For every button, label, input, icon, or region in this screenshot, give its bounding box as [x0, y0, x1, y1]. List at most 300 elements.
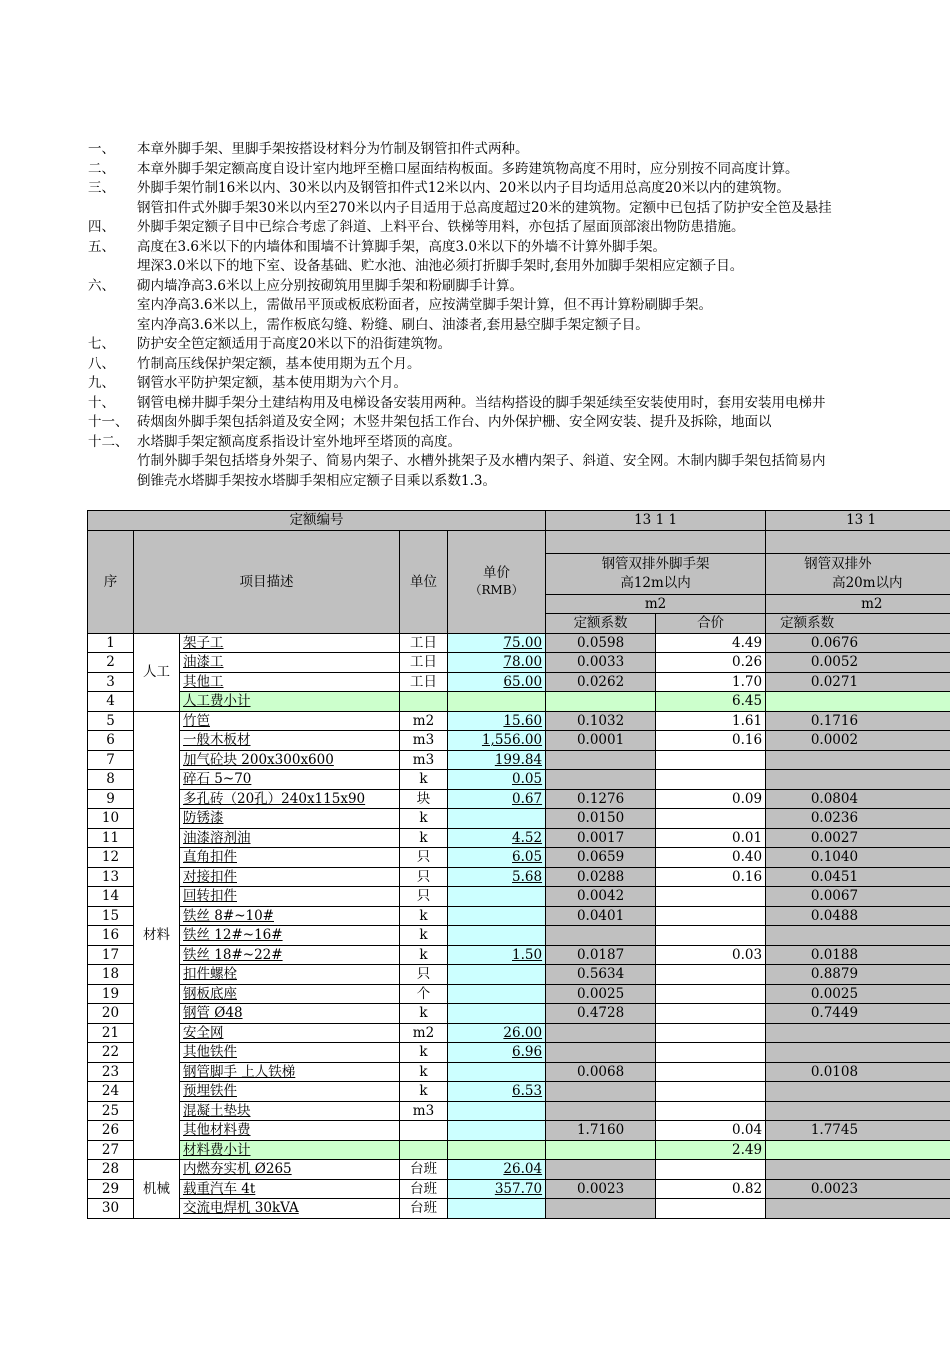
table-row	[88, 809, 950, 829]
row-unit: k	[400, 770, 448, 790]
table-row	[88, 770, 950, 790]
row-unit: 台班	[400, 1179, 448, 1199]
row-coef2: 0.0804	[766, 789, 950, 809]
row-coef: 0.0598	[546, 633, 656, 653]
row-unit: m3	[400, 750, 448, 770]
row-unit: 个	[400, 984, 448, 1004]
row-name: 铁丝 8#~10#	[180, 906, 400, 926]
row-seq: 1	[88, 633, 134, 653]
row-price	[448, 809, 546, 829]
table-row	[88, 633, 950, 653]
row-unit: k	[400, 926, 448, 946]
table-row	[88, 965, 950, 985]
row-amount	[656, 809, 766, 829]
row-name: 人工费小计	[180, 692, 400, 712]
note-number: 十、	[88, 394, 115, 411]
row-coef	[546, 926, 656, 946]
row-name: 油漆溶剂油	[180, 828, 400, 848]
row-name: 多孔砖（20孔）240x115x90	[180, 789, 400, 809]
row-coef2	[766, 1101, 950, 1121]
item1-title-line2: 高12m以内	[620, 574, 691, 591]
note-text: 室内净高3.6米以上，需做吊平顶或板底粉面者，应按满堂脚手架计算，但不再计算粉刷脚手架。	[137, 297, 712, 313]
row-name: 铁丝 18#~22#	[180, 945, 400, 965]
row-amount: 1.70	[656, 672, 766, 692]
table-row	[88, 653, 950, 673]
row-name: 其他铁件	[180, 1043, 400, 1063]
row-amount	[656, 770, 766, 790]
row-coef2: 0.0027	[766, 828, 950, 848]
row-amount	[656, 906, 766, 926]
note-number: 三、	[88, 180, 115, 196]
table-row	[88, 887, 950, 907]
row-coef2	[766, 750, 950, 770]
row-name: 钢板底座	[180, 984, 400, 1004]
row-name: 混凝土垫块	[180, 1101, 400, 1121]
row-name: 防锈漆	[180, 809, 400, 829]
row-coef2: 0.0488	[766, 906, 950, 926]
note-text: 外脚手架竹制16米以内、30米以内及钢管扣件式12米以内、20米以内子目均适用总高度20米以内的建筑物。	[137, 180, 790, 196]
row-price	[448, 692, 546, 712]
row-unit: k	[400, 828, 448, 848]
row-amount	[656, 1043, 766, 1063]
table-row	[88, 848, 950, 868]
note-line	[88, 433, 950, 453]
note-line	[88, 238, 950, 258]
note-text: 水塔脚手架定额高度系指设计室外地坪至塔顶的高度。	[137, 433, 461, 450]
row-coef	[546, 1101, 656, 1121]
table-row	[88, 1121, 950, 1141]
row-unit: 只	[400, 887, 448, 907]
row-name: 回转扣件	[180, 887, 400, 907]
row-unit: 工日	[400, 672, 448, 692]
row-unit: 台班	[400, 1199, 448, 1219]
row-name: 直角扣件	[180, 848, 400, 868]
table-row	[88, 1160, 950, 1180]
row-name: 安全网	[180, 1023, 400, 1043]
row-coef2	[766, 1140, 950, 1160]
row-price: 6.96	[448, 1043, 546, 1063]
note-number: 七、	[88, 336, 115, 352]
row-price	[448, 1004, 546, 1024]
row-price: 357.70	[448, 1179, 546, 1199]
table-row	[88, 828, 950, 848]
row-name: 预埋铁件	[180, 1082, 400, 1102]
row-coef2: 0.0023	[766, 1179, 950, 1199]
row-amount: 0.26	[656, 653, 766, 673]
row-unit: m2	[400, 711, 448, 731]
row-coef	[546, 1023, 656, 1043]
note-line	[88, 296, 950, 316]
note-line	[88, 472, 950, 492]
row-coef2: 0.1040	[766, 848, 950, 868]
table-row	[88, 672, 950, 692]
note-number: 九、	[88, 375, 115, 391]
row-coef: 0.1276	[546, 789, 656, 809]
note-line	[88, 218, 950, 238]
row-amount	[656, 1062, 766, 1082]
table-row	[88, 906, 950, 926]
row-amount	[656, 1004, 766, 1024]
row-coef: 0.0042	[546, 887, 656, 907]
item2-title-line1: 钢管双排外	[804, 555, 872, 572]
coef2-header: 定额系数	[766, 614, 950, 634]
note-number: 四、	[88, 219, 115, 235]
note-text: 钢管扣件式外脚手架30米以内至270米以内子目适用于总高度超过20米的建筑物。定额中已包括了防护安全笆及悬挂	[137, 199, 832, 216]
row-amount: 0.16	[656, 867, 766, 887]
row-price	[448, 906, 546, 926]
row-amount	[656, 984, 766, 1004]
row-seq: 13	[88, 867, 134, 887]
row-coef2	[766, 1043, 950, 1063]
table-row	[88, 750, 950, 770]
row-name: 扣件螺栓	[180, 965, 400, 985]
row-unit: 只	[400, 848, 448, 868]
row-seq: 26	[88, 1121, 134, 1141]
item1-blank	[546, 530, 766, 553]
row-coef: 0.0187	[546, 945, 656, 965]
row-coef	[546, 1140, 656, 1160]
row-price: 26.04	[448, 1160, 546, 1180]
row-seq: 23	[88, 1062, 134, 1082]
note-text: 钢管水平防护架定额，基本使用期为六个月。	[137, 375, 407, 391]
quota-code-1: 13 1 1	[546, 511, 766, 531]
row-coef	[546, 770, 656, 790]
row-price: 75.00	[448, 633, 546, 653]
row-seq: 3	[88, 672, 134, 692]
note-line	[88, 257, 950, 277]
row-amount: 0.40	[656, 848, 766, 868]
row-coef2: 0.0067	[766, 887, 950, 907]
table-row	[88, 1199, 950, 1219]
note-text: 倒锥壳水塔脚手架按水塔脚手架相应定额子目乘以系数1.3。	[137, 472, 496, 489]
row-amount: 1.61	[656, 711, 766, 731]
row-seq: 4	[88, 692, 134, 712]
item2-unit: m2	[766, 594, 950, 614]
row-amount	[656, 1199, 766, 1219]
row-coef: 0.4728	[546, 1004, 656, 1024]
price-header-line1: 单价	[483, 564, 511, 581]
row-seq: 8	[88, 770, 134, 790]
row-unit: 块	[400, 789, 448, 809]
row-price	[448, 1140, 546, 1160]
item1-unit: m2	[546, 594, 766, 614]
table-row	[88, 945, 950, 965]
table-row	[88, 692, 950, 712]
row-coef2	[766, 1160, 950, 1180]
row-name: 内燃夯实机 Ø265	[180, 1160, 400, 1180]
row-unit: k	[400, 1062, 448, 1082]
row-seq: 14	[88, 887, 134, 907]
note-number: 十二、	[88, 433, 129, 450]
row-coef2: 0.0108	[766, 1062, 950, 1082]
row-seq: 7	[88, 750, 134, 770]
group-label: 人工	[134, 633, 180, 711]
row-amount	[656, 1023, 766, 1043]
row-price: 0.67	[448, 789, 546, 809]
row-amount	[656, 1082, 766, 1102]
row-price: 199.84	[448, 750, 546, 770]
table-row	[88, 731, 950, 751]
note-line	[88, 335, 950, 355]
note-line	[88, 452, 950, 472]
row-coef2: 0.0052	[766, 653, 950, 673]
row-coef: 0.0068	[546, 1062, 656, 1082]
row-unit: k	[400, 1004, 448, 1024]
note-line	[88, 179, 950, 199]
row-coef2	[766, 1082, 950, 1102]
note-text: 防护安全笆定额适用于高度20米以下的沿街建筑物。	[137, 336, 452, 352]
seq-header: 序	[88, 530, 134, 633]
row-seq: 22	[88, 1043, 134, 1063]
row-unit: 工日	[400, 653, 448, 673]
row-amount: 0.82	[656, 1179, 766, 1199]
row-price	[448, 926, 546, 946]
item1-title-line1: 钢管双排外脚手架	[601, 555, 710, 572]
note-text: 砖烟囱外脚手架包括斜道及安全网；木竖井架包括工作台、内外保护栅、安全网安装、提升及拆除，地面以	[137, 414, 772, 430]
table-row	[88, 984, 950, 1004]
row-seq: 6	[88, 731, 134, 751]
row-seq: 19	[88, 984, 134, 1004]
row-price: 26.00	[448, 1023, 546, 1043]
row-coef: 0.0150	[546, 809, 656, 829]
item2-blank	[766, 530, 950, 553]
row-seq: 10	[88, 809, 134, 829]
price-header	[448, 530, 546, 633]
quota-table-wrapper	[87, 510, 950, 1230]
row-price: 15.60	[448, 711, 546, 731]
note-line	[88, 394, 950, 414]
table-row	[88, 926, 950, 946]
row-unit	[400, 1140, 448, 1160]
row-coef2: 0.0236	[766, 809, 950, 829]
note-line	[88, 160, 950, 180]
row-coef	[546, 1043, 656, 1063]
item1-title	[546, 553, 766, 594]
quota-table	[87, 510, 950, 1219]
row-price: 65.00	[448, 672, 546, 692]
note-number: 二、	[88, 160, 115, 177]
row-price	[448, 887, 546, 907]
note-line	[88, 277, 950, 297]
note-text: 竹制高压线保护架定额，基本使用期为五个月。	[137, 355, 421, 372]
row-coef: 0.0023	[546, 1179, 656, 1199]
row-price	[448, 984, 546, 1004]
row-seq: 21	[88, 1023, 134, 1043]
row-name: 油漆工	[180, 653, 400, 673]
row-coef2: 0.7449	[766, 1004, 950, 1024]
row-unit: m2	[400, 1023, 448, 1043]
table-row	[88, 1043, 950, 1063]
row-name: 钢管 Ø48	[180, 1004, 400, 1024]
row-seq: 5	[88, 711, 134, 731]
row-coef: 0.0033	[546, 653, 656, 673]
row-seq: 28	[88, 1160, 134, 1180]
row-unit: k	[400, 809, 448, 829]
table-row	[88, 867, 950, 887]
row-amount	[656, 926, 766, 946]
row-name: 碎石 5~70	[180, 770, 400, 790]
row-unit: m3	[400, 731, 448, 751]
row-coef2: 0.1716	[766, 711, 950, 731]
note-text: 竹制外脚手架包括塔身外架子、简易内架子、水槽外挑架子及水槽内架子、斜道、安全网。木制内脚手架包括简易内	[137, 453, 826, 469]
note-line	[88, 355, 950, 375]
row-coef: 1.7160	[546, 1121, 656, 1141]
row-seq: 20	[88, 1004, 134, 1024]
row-seq: 30	[88, 1199, 134, 1219]
row-coef: 0.5634	[546, 965, 656, 985]
table-row	[88, 1179, 950, 1199]
row-seq: 15	[88, 906, 134, 926]
row-amount	[656, 1101, 766, 1121]
row-coef: 0.0659	[546, 848, 656, 868]
note-number: 一、	[88, 141, 115, 157]
row-name: 其他材料费	[180, 1121, 400, 1141]
row-price: 78.00	[448, 653, 546, 673]
note-text: 钢管电梯井脚手架分土建结构用及电梯设备安装用两种。当结构搭设的脚手架延续至安装使用时，套用安装用电梯井	[137, 394, 826, 411]
amount-header: 合价	[656, 614, 766, 634]
quota-number-label: 定额编号	[88, 511, 546, 531]
row-coef2	[766, 770, 950, 790]
coef-header: 定额系数	[546, 614, 656, 634]
note-line	[88, 374, 950, 394]
row-coef: 0.0288	[546, 867, 656, 887]
row-name: 交流电焊机 30kVA	[180, 1199, 400, 1219]
row-name: 其他工	[180, 672, 400, 692]
row-amount	[656, 965, 766, 985]
row-seq: 27	[88, 1140, 134, 1160]
note-number: 十一、	[88, 414, 129, 430]
row-coef: 0.0262	[546, 672, 656, 692]
note-number: 八、	[88, 355, 115, 372]
table-row	[88, 789, 950, 809]
row-name: 铁丝 12#~16#	[180, 926, 400, 946]
price-header-line2: （RMB）	[469, 582, 524, 597]
row-amount: 0.09	[656, 789, 766, 809]
row-amount	[656, 750, 766, 770]
note-line	[88, 413, 950, 433]
row-seq: 18	[88, 965, 134, 985]
row-seq: 25	[88, 1101, 134, 1121]
row-amount: 0.03	[656, 945, 766, 965]
row-price: 5.68	[448, 867, 546, 887]
row-coef2: 0.0025	[766, 984, 950, 1004]
table-row	[88, 711, 950, 731]
row-coef: 0.0001	[546, 731, 656, 751]
row-seq: 17	[88, 945, 134, 965]
table-row	[88, 1101, 950, 1121]
row-coef	[546, 1082, 656, 1102]
row-coef2: 0.0271	[766, 672, 950, 692]
row-unit: m3	[400, 1101, 448, 1121]
row-coef2	[766, 926, 950, 946]
row-price: 1,556.00	[448, 731, 546, 751]
item2-title-line2: 高20m以内	[832, 574, 903, 591]
row-name: 对接扣件	[180, 867, 400, 887]
row-name: 载重汽车 4t	[180, 1179, 400, 1199]
row-amount: 0.16	[656, 731, 766, 751]
unit-header: 单位	[400, 530, 448, 633]
row-unit: k	[400, 906, 448, 926]
row-amount: 6.45	[656, 692, 766, 712]
note-text: 砌内墙净高3.6米以上应分别按砌筑用里脚手架和粉刷脚手计算。	[137, 277, 523, 294]
table-row	[88, 1082, 950, 1102]
row-coef2: 1.7745	[766, 1121, 950, 1141]
row-unit: 只	[400, 965, 448, 985]
group-label: 机械	[134, 1160, 180, 1219]
row-name: 材料费小计	[180, 1140, 400, 1160]
note-text: 高度在3.6米以下的内墙体和围墙不计算脚手架，高度3.0米以下的外墙不计算外脚手架。	[137, 238, 666, 255]
row-coef	[546, 1160, 656, 1180]
row-coef	[546, 692, 656, 712]
row-coef: 0.0017	[546, 828, 656, 848]
item2-title	[766, 553, 950, 594]
row-coef	[546, 1199, 656, 1219]
quota-code-2: 13 1	[766, 511, 950, 531]
row-name: 加气砼块 200x300x600	[180, 750, 400, 770]
row-price: 6.05	[448, 848, 546, 868]
notes-section	[88, 140, 950, 491]
row-seq: 16	[88, 926, 134, 946]
table-row	[88, 1140, 950, 1160]
row-price: 1.50	[448, 945, 546, 965]
row-seq: 11	[88, 828, 134, 848]
row-price: 0.05	[448, 770, 546, 790]
row-coef2: 0.0002	[766, 731, 950, 751]
row-unit: 只	[400, 867, 448, 887]
row-coef	[546, 750, 656, 770]
row-coef2	[766, 692, 950, 712]
row-coef2	[766, 1023, 950, 1043]
row-amount	[656, 887, 766, 907]
row-name: 钢管脚手 上人铁梯	[180, 1062, 400, 1082]
note-text: 外脚手架定额子目中已综合考虑了斜道、上料平台、铁梯等用料，亦包括了屋面顶部滚出物防患措施。	[137, 219, 745, 235]
row-coef2: 0.0451	[766, 867, 950, 887]
row-amount: 2.49	[656, 1140, 766, 1160]
note-text: 室内净高3.6米以上，需作板底勾缝、粉缝、刷白、油漆者,套用悬空脚手架定额子目。	[137, 316, 649, 333]
row-coef: 0.0401	[546, 906, 656, 926]
row-seq: 12	[88, 848, 134, 868]
row-price: 4.52	[448, 828, 546, 848]
row-unit: 工日	[400, 633, 448, 653]
group-label: 材料	[134, 711, 180, 1160]
note-line	[88, 140, 950, 160]
row-price: 6.53	[448, 1082, 546, 1102]
row-unit: k	[400, 945, 448, 965]
row-seq: 29	[88, 1179, 134, 1199]
row-price	[448, 1121, 546, 1141]
row-amount: 4.49	[656, 633, 766, 653]
row-seq: 24	[88, 1082, 134, 1102]
row-coef2: 0.0676	[766, 633, 950, 653]
note-text: 本章外脚手架定额高度自设计室内地坪至檐口屋面结构板面。多跨建筑物高度不用时，应分别按不同高度计算。	[137, 160, 799, 177]
row-unit: k	[400, 1082, 448, 1102]
row-unit	[400, 692, 448, 712]
row-coef2	[766, 1199, 950, 1219]
row-unit: k	[400, 1043, 448, 1063]
row-price	[448, 1101, 546, 1121]
row-price	[448, 1199, 546, 1219]
note-number: 五、	[88, 238, 115, 255]
row-name: 竹笆	[180, 711, 400, 731]
row-coef: 0.1032	[546, 711, 656, 731]
row-unit: 台班	[400, 1160, 448, 1180]
row-seq: 9	[88, 789, 134, 809]
note-number: 六、	[88, 277, 115, 294]
row-seq: 2	[88, 653, 134, 673]
row-amount	[656, 1160, 766, 1180]
row-name: 架子工	[180, 633, 400, 653]
table-row	[88, 1023, 950, 1043]
